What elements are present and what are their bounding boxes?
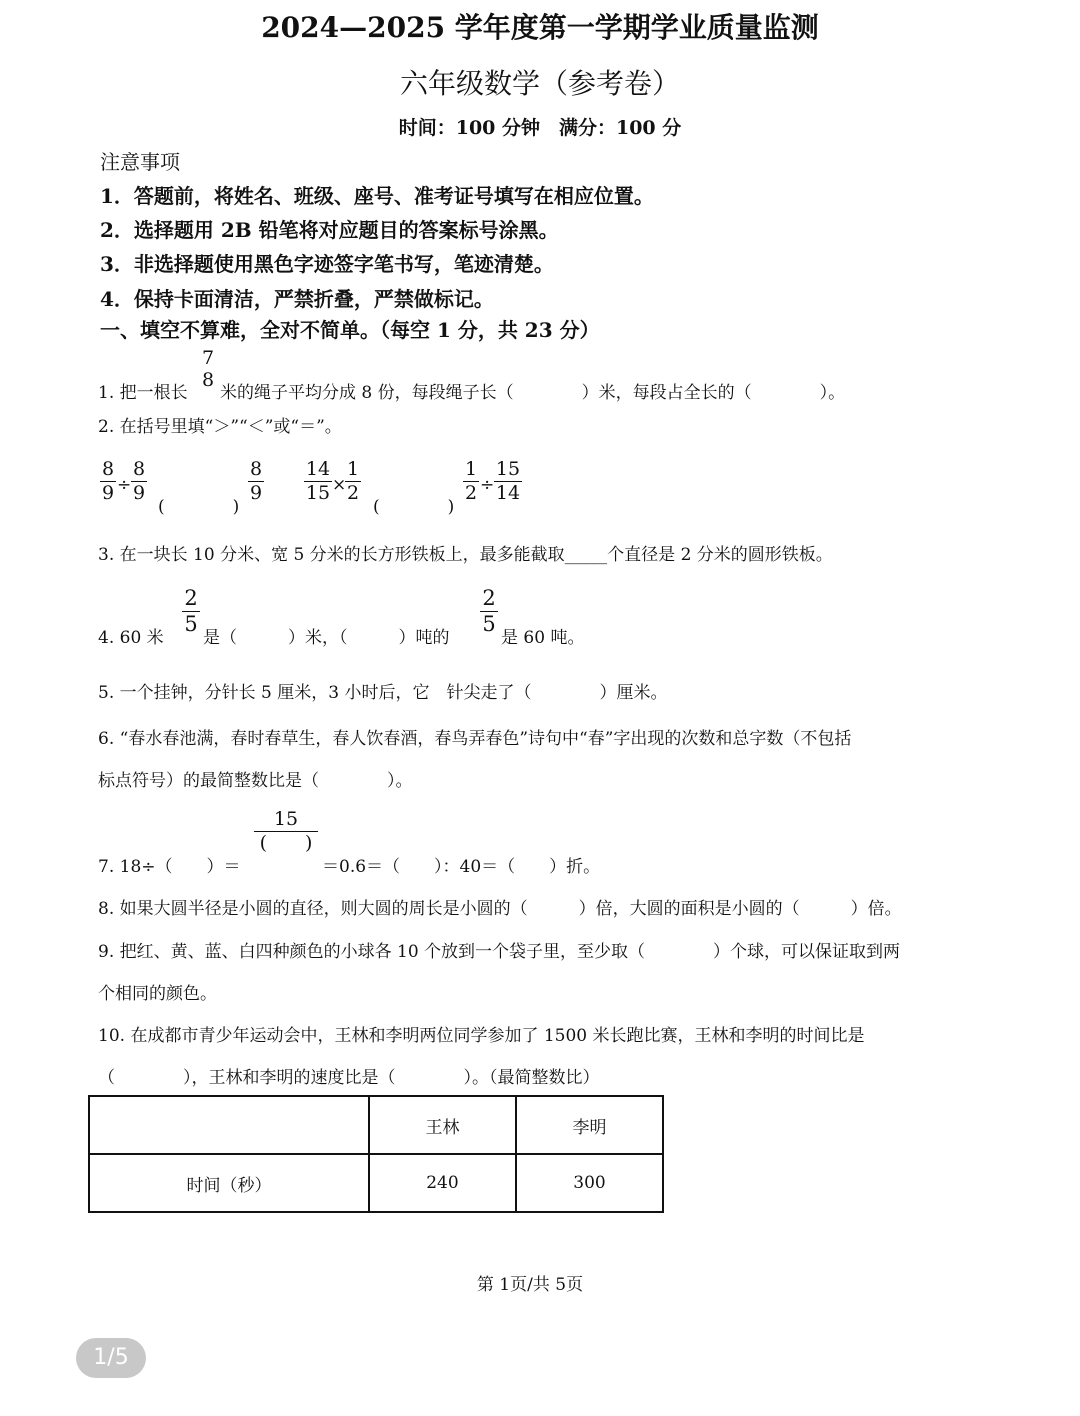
table-header-cell [89,1096,369,1154]
q2-c-num1: 14 [305,458,331,480]
note-item-4: 4．保持卡面清洁，严禁折叠，严禁做标记。 [100,287,494,311]
q6-line-2: 标点符号）的最简整数比是（ ）。 [98,771,413,791]
notes-heading: 注意事项 [100,150,180,174]
q4-frac2-den: 5 [482,612,496,636]
q2-d-frac1 [463,460,479,503]
q4-prefix: 4. 60 米 [98,628,164,648]
q4-frac1-den: 5 [184,612,198,636]
q10-line-1: 10. 在成都市青少年运动会中，王林和李明两位同学参加了 1500 米长跑比赛，王林和李明的时间比是 [98,1026,865,1046]
q4-frac1-num: 2 [184,586,198,610]
q9-line-1: 9. 把红、黄、蓝、白四种颜色的小球各 10 个放到一个袋子里，至少取（ ）个球，可以保证取到两 [98,942,901,962]
note-item-3: 3．非选择题使用黑色字迹签字笔书写，笔迹清楚。 [100,252,554,276]
q2-a-op: ÷ [117,475,132,495]
q2-c-frac1 [304,460,332,503]
exam-title: 2024—2025 学年度第一学期学业质量监测 [261,11,819,44]
table-cell: 240 [369,1154,516,1212]
q2-c-op: × [332,475,347,495]
table-cell: 300 [516,1154,663,1212]
q6-line-1: 6. “春水春池满，春时春草生，春人饮春酒，春鸟弄春色”诗句中“春”字出现的次数和总字数（不包括 [98,729,852,749]
q4-fraction-2 [480,588,498,635]
q7-fraction [254,810,318,853]
q2-text: 2. 在括号里填“＞”“＜”或“＝”。 [98,417,342,437]
exam-subtitle: 六年级数学（参考卷） [399,67,680,100]
q1-frac-num: 7 [201,347,215,369]
table-cell: 时间（秒） [89,1154,369,1212]
exam-meta: 时间：100 分钟 满分：100 分 [398,117,682,139]
section-1-heading: 一、填空不算难，全对不简单。（每空 1 分，共 23 分） [100,318,600,342]
q2-a-den2: 9 [132,482,146,504]
q2-a-den1: 9 [101,482,115,504]
q9-line-2: 个相同的颜色。 [98,984,217,1004]
q2-a-num2: 8 [132,458,146,480]
q2-d-frac2 [494,460,522,503]
page-footer: 第 1页/共 5页 [476,1275,584,1295]
q2-c-paren: ( ) [373,497,455,517]
q2-d-den2: 14 [495,482,521,504]
q7-prefix: 7. 18÷（ ）＝ [98,857,241,877]
q2-a-num1: 8 [101,458,115,480]
q2-c-den2: 2 [346,482,360,504]
table-header-cell: 李明 [516,1096,663,1154]
table-row [89,1154,663,1212]
q4-frac2-num: 2 [482,586,496,610]
q2-b-frac [248,460,264,503]
q3-text: 3. 在一块长 10 分米、宽 5 分米的长方形铁板上，最多能截取_____个直径是 2 分米的圆形铁板。 [98,545,833,565]
page-indicator[interactable]: 1/5 [76,1338,146,1378]
q2-c-den1: 15 [305,482,331,504]
note-item-1: 1．答题前，将姓名、班级、座号、准考证号填写在相应位置。 [100,184,654,208]
q7-suffix: ＝0.6＝（ ）：40＝（ ）折。 [322,857,601,877]
q2-a-paren: ( ) [158,497,240,517]
q4-fraction-1 [182,588,200,635]
q2-a-frac1 [100,460,116,503]
q1-prefix: 1. 把一根长 [98,383,188,403]
q2-b-num: 8 [249,458,263,480]
q7-frac-num: 15 [273,808,299,830]
note-item-2: 2．选择题用 2B 铅笔将对应题目的答案标号涂黑。 [100,218,559,242]
q2-d-op: ÷ [480,475,495,495]
q2-b-den: 9 [249,482,263,504]
q7-frac-den: ( ) [259,832,313,854]
q2-c-frac2 [345,460,361,503]
q5-text: 5. 一个挂钟，分针长 5 厘米，3 小时后，它 针尖走了（ ）厘米。 [98,683,668,703]
q4-mid: 是（ ）米，（ ）吨的 [203,628,450,648]
q2-d-den1: 2 [464,482,478,504]
q1-frac-den: 8 [201,369,215,391]
q4-suffix: 是 60 吨。 [501,628,585,648]
table-header-cell: 王林 [369,1096,516,1154]
q2-d-num1: 1 [464,458,478,480]
q2-c-num2: 1 [346,458,360,480]
q8-text: 8. 如果大圆半径是小圆的直径，则大圆的周长是小圆的（ ）倍，大圆的面积是小圆的（ ）倍。 [98,899,902,919]
q1-suffix: 米的绳子平均分成 8 份，每段绳子长（ ）米，每段占全长的（ ）。 [220,383,846,403]
q2-a-frac2 [131,460,147,503]
q2-d-num2: 15 [495,458,521,480]
q1-fraction [197,349,219,390]
race-time-table [88,1095,664,1213]
q10-line-2: （ ），王林和李明的速度比是（ ）。（最简整数比） [98,1068,600,1088]
table-header-row [89,1096,663,1154]
